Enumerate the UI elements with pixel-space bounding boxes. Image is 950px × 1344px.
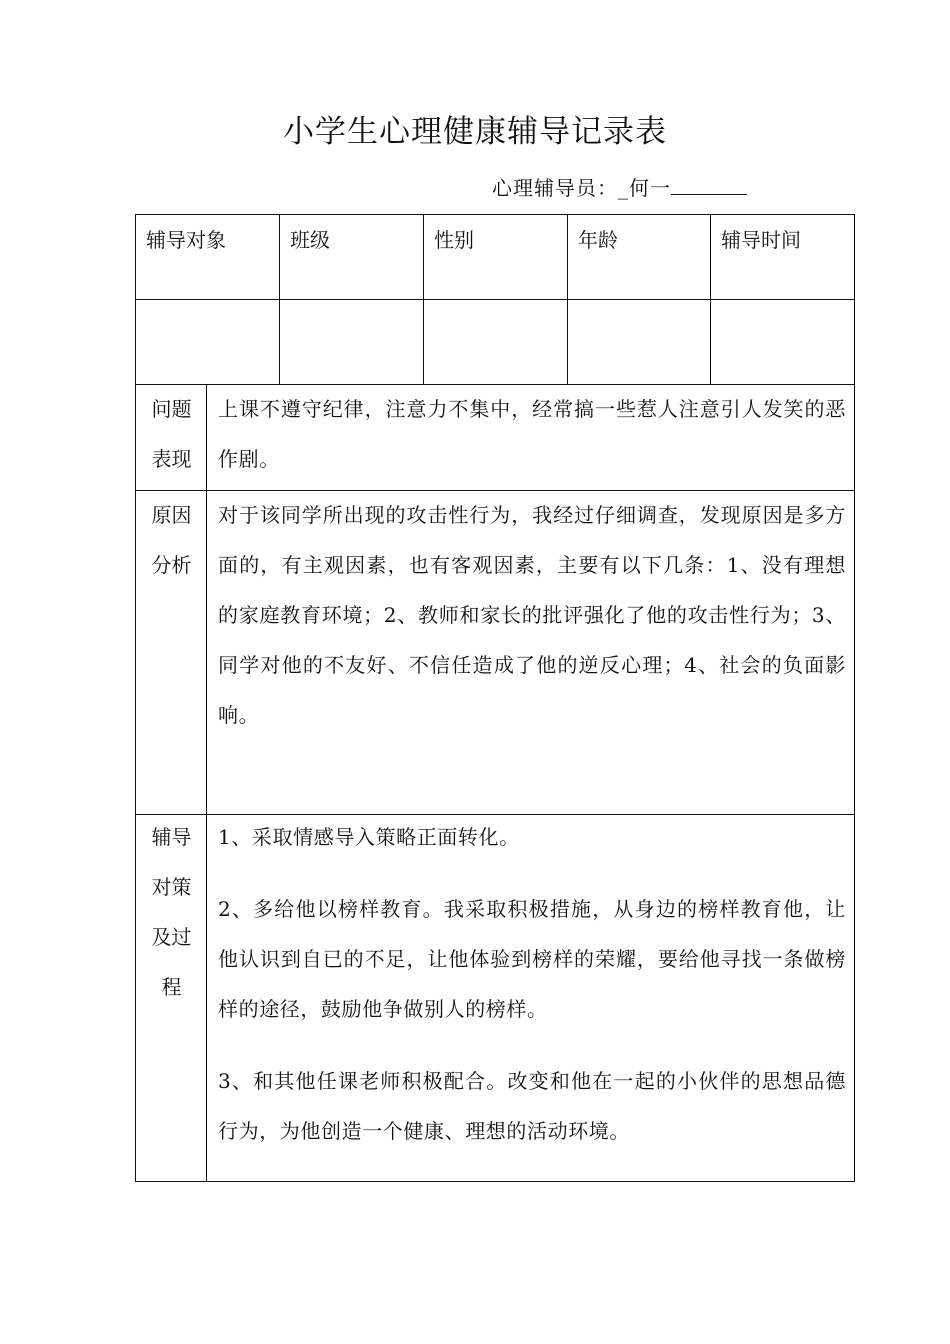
row-divider — [135, 299, 855, 300]
cause-text: 对于该同学所出现的攻击性行为，我经过仔细调查，发现原因是多方面的，有主观因素，也有客观因素，主要有以下几条：1、没有理想的家庭教育环境；2、教师和家长的批评强化了他的攻击性行为；3、同学对他的不友好、不信任造成了他的逆反心理；4、社会的负面影响。 — [218, 503, 846, 727]
section-label-cause: 原因 分析 — [151, 503, 192, 577]
table-border-right — [854, 214, 855, 1182]
table-border-left — [135, 214, 136, 1182]
counselor-name: _何一 — [618, 176, 671, 200]
document-title: 小学生心理健康辅导记录表 — [283, 114, 667, 150]
counselor-blank-line — [671, 176, 747, 195]
table-border-bottom — [135, 1181, 855, 1182]
counselor-label: 心理辅导员： — [492, 176, 618, 200]
header-gender: 性别 — [434, 228, 474, 252]
header-age: 年龄 — [578, 228, 618, 252]
problem-text: 上课不遵守纪律，注意力不集中，经常搞一些惹人注意引人发笑的恶作剧。 — [218, 397, 846, 471]
section-label-problem: 问题 表现 — [151, 397, 192, 471]
header-target: 辅导对象 — [146, 228, 226, 252]
table-border-top — [135, 214, 855, 215]
strategy-item-3: 3、和其他任课老师积极配合。改变和他在一起的小伙伴的思想品德行为，为他创造一个健康、理想的活动环境。 — [218, 1069, 846, 1143]
header-class: 班级 — [290, 228, 330, 252]
strategy-item-1: 1、采取情感导入策略正面转化。 — [218, 825, 520, 849]
header-time: 辅导时间 — [721, 228, 801, 252]
section-label-strategy: 辅导 对策 及过 程 — [151, 825, 192, 999]
counselor-line — [492, 172, 747, 201]
strategy-item-2: 2、多给他以榜样教育。我采取积极措施，从身边的榜样教育他，让他认识到自已的不足，让他体验到榜样的荣耀，要给他寻找一条做榜样的途径，鼓励他争做别人的榜样。 — [218, 897, 846, 1021]
